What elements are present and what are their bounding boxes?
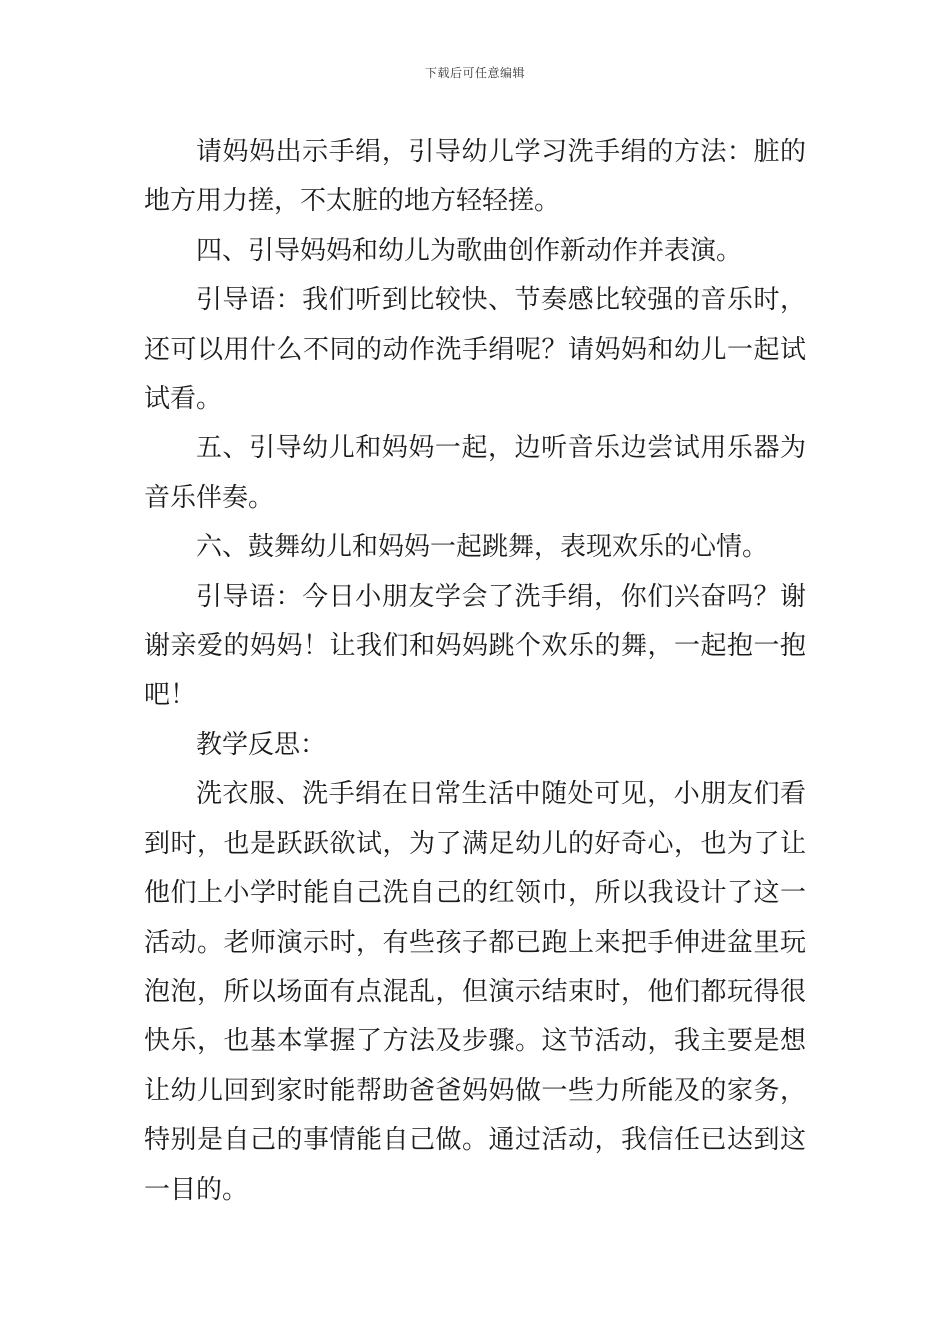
paragraph: 五、引导幼儿和妈妈一起，边听音乐边尝试用乐器为音乐伴奏。 bbox=[144, 433, 806, 513]
page-header: 下载后可任意编辑 bbox=[424, 66, 525, 80]
paragraph: 六、鼓舞幼儿和妈妈一起跳舞，表现欢乐的心情。 bbox=[196, 532, 769, 563]
document-body bbox=[144, 128, 806, 1215]
paragraph: 引导语：我们听到比较快、节奏感比较强的音乐时，还可以用什么不同的动作洗手绢呢？请妈妈和幼儿一起试试看。 bbox=[144, 285, 806, 415]
paragraph: 引导语：今日小朋友学会了洗手绢，你们兴奋吗？谢谢亲爱的妈妈！让我们和妈妈跳个欢乐的舞，一起抱一抱吧！ bbox=[144, 581, 806, 711]
paragraph: 请妈妈出示手绢，引导幼儿学习洗手绢的方法：脏的地方用力搓，不太脏的地方轻轻搓。 bbox=[144, 137, 806, 217]
paragraph: 四、引导妈妈和幼儿为歌曲创作新动作并表演。 bbox=[196, 235, 743, 266]
paragraph: 洗衣服、洗手绢在日常生活中随处可见，小朋友们看到时，也是跃跃欲试，为了满足幼儿的好奇心，也为了让他们上小学时能自己洗自己的红领巾，所以我设计了这一活动。老师演示时，有些孩子都已跑上来把手伸进盆里玩泡泡，所以场面有点混乱，但演示结束时，他们都玩得很快乐，也基本掌握了方法及步骤。这节活动，我主要是想让幼儿回到家时能帮助爸爸妈妈做一些力所能及的家务，特别是自己的事情能自己做。通过活动，我信任已达到这一目的。 bbox=[144, 779, 806, 1205]
section-heading: 教学反思： bbox=[196, 729, 327, 760]
